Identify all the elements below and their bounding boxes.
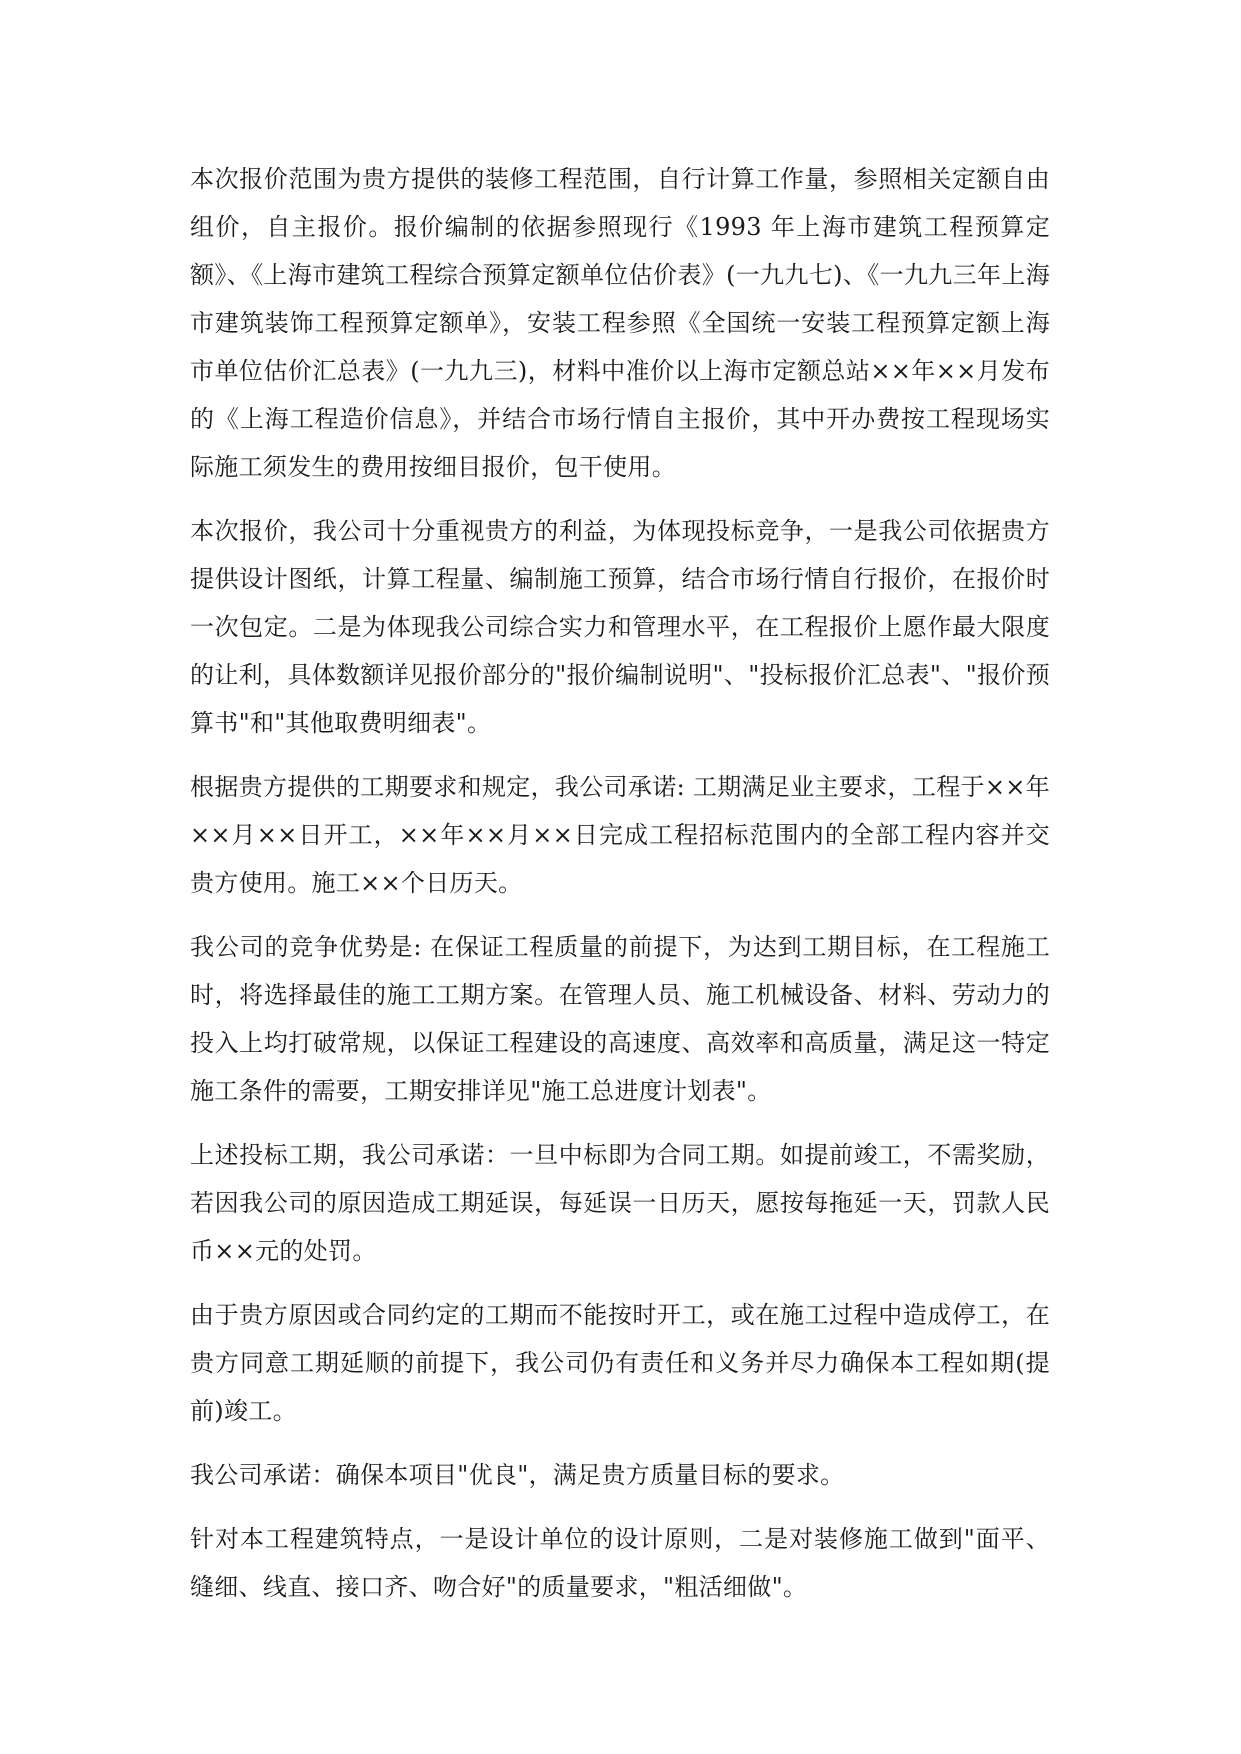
document-body bbox=[190, 155, 1050, 1627]
paragraph-pricing-scope: 本次报价范围为贵方提供的装修工程范围，自行计算工作量，参照相关定额自由组价，自主报价。报价编制的依据参照现行《1993 年上海市建筑工程预算定额》、《上海市建筑工程综合预算定额单位估价表》(一九九七)、《一九九三年上海市建筑装饰工程预算定额单》，安装工程参照《全国统一安装工程预算定额上海市单位估价汇总表》(一九九三)，材料中准价以上海市定额总站××年××月发布的《上海工程造价信息》，并结合市场行情自主报价，其中开办费按工程现场实际施工须发生的费用按细目报价，包干使用。 bbox=[190, 165, 1050, 481]
paragraph-pricing-benefit: 本次报价，我公司十分重视贵方的利益，为体现投标竞争，一是我公司依据贵方提供设计图纸，计算工程量、编制施工预算，结合市场行情自行报价，在报价时一次包定。二是为体现我公司综合实力和管理水平，在工程报价上愿作最大限度的让利，具体数额详见报价部分的"报价编制说明"、"投标报价汇总表"、"报价预算书"和"其他取费明细表"。 bbox=[190, 517, 1050, 737]
paragraph-schedule-penalty: 上述投标工期，我公司承诺：一旦中标即为合同工期。如提前竣工，不需奖励，若因我公司的原因造成工期延误，每延误一日历天，愿按每拖延一天，罚款人民币××元的处罚。 bbox=[190, 1141, 1050, 1265]
paragraph-delay-responsibility: 由于贵方原因或合同约定的工期而不能按时开工，或在施工过程中造成停工，在贵方同意工期延顺的前提下，我公司仍有责任和义务并尽力确保本工程如期(提前)竣工。 bbox=[190, 1301, 1050, 1425]
paragraph-quality-commitment: 我公司承诺：确保本项目"优良"，满足贵方质量目标的要求。 bbox=[190, 1461, 845, 1489]
paragraph-construction-quality: 针对本工程建筑特点，一是设计单位的设计原则，二是对装修施工做到"面平、缝细、线直、接口齐、吻合好"的质量要求，"粗活细做"。 bbox=[190, 1525, 1050, 1601]
paragraph-competitive-advantage: 我公司的竞争优势是: 在保证工程质量的前提下，为达到工期目标，在工程施工时，将选择最佳的施工工期方案。在管理人员、施工机械设备、材料、劳动力的投入上均打破常规，以保证工程建设的高速度、高效率和高质量，满足这一特定施工条件的需要，工期安排详见"施工总进度计划表"。 bbox=[190, 933, 1050, 1105]
paragraph-schedule-commitment: 根据贵方提供的工期要求和规定，我公司承诺: 工期满足业主要求，工程于××年××月××日开工，××年××月××日完成工程招标范围内的全部工程内容并交贵方使用。施工××个日历天。 bbox=[190, 773, 1050, 897]
